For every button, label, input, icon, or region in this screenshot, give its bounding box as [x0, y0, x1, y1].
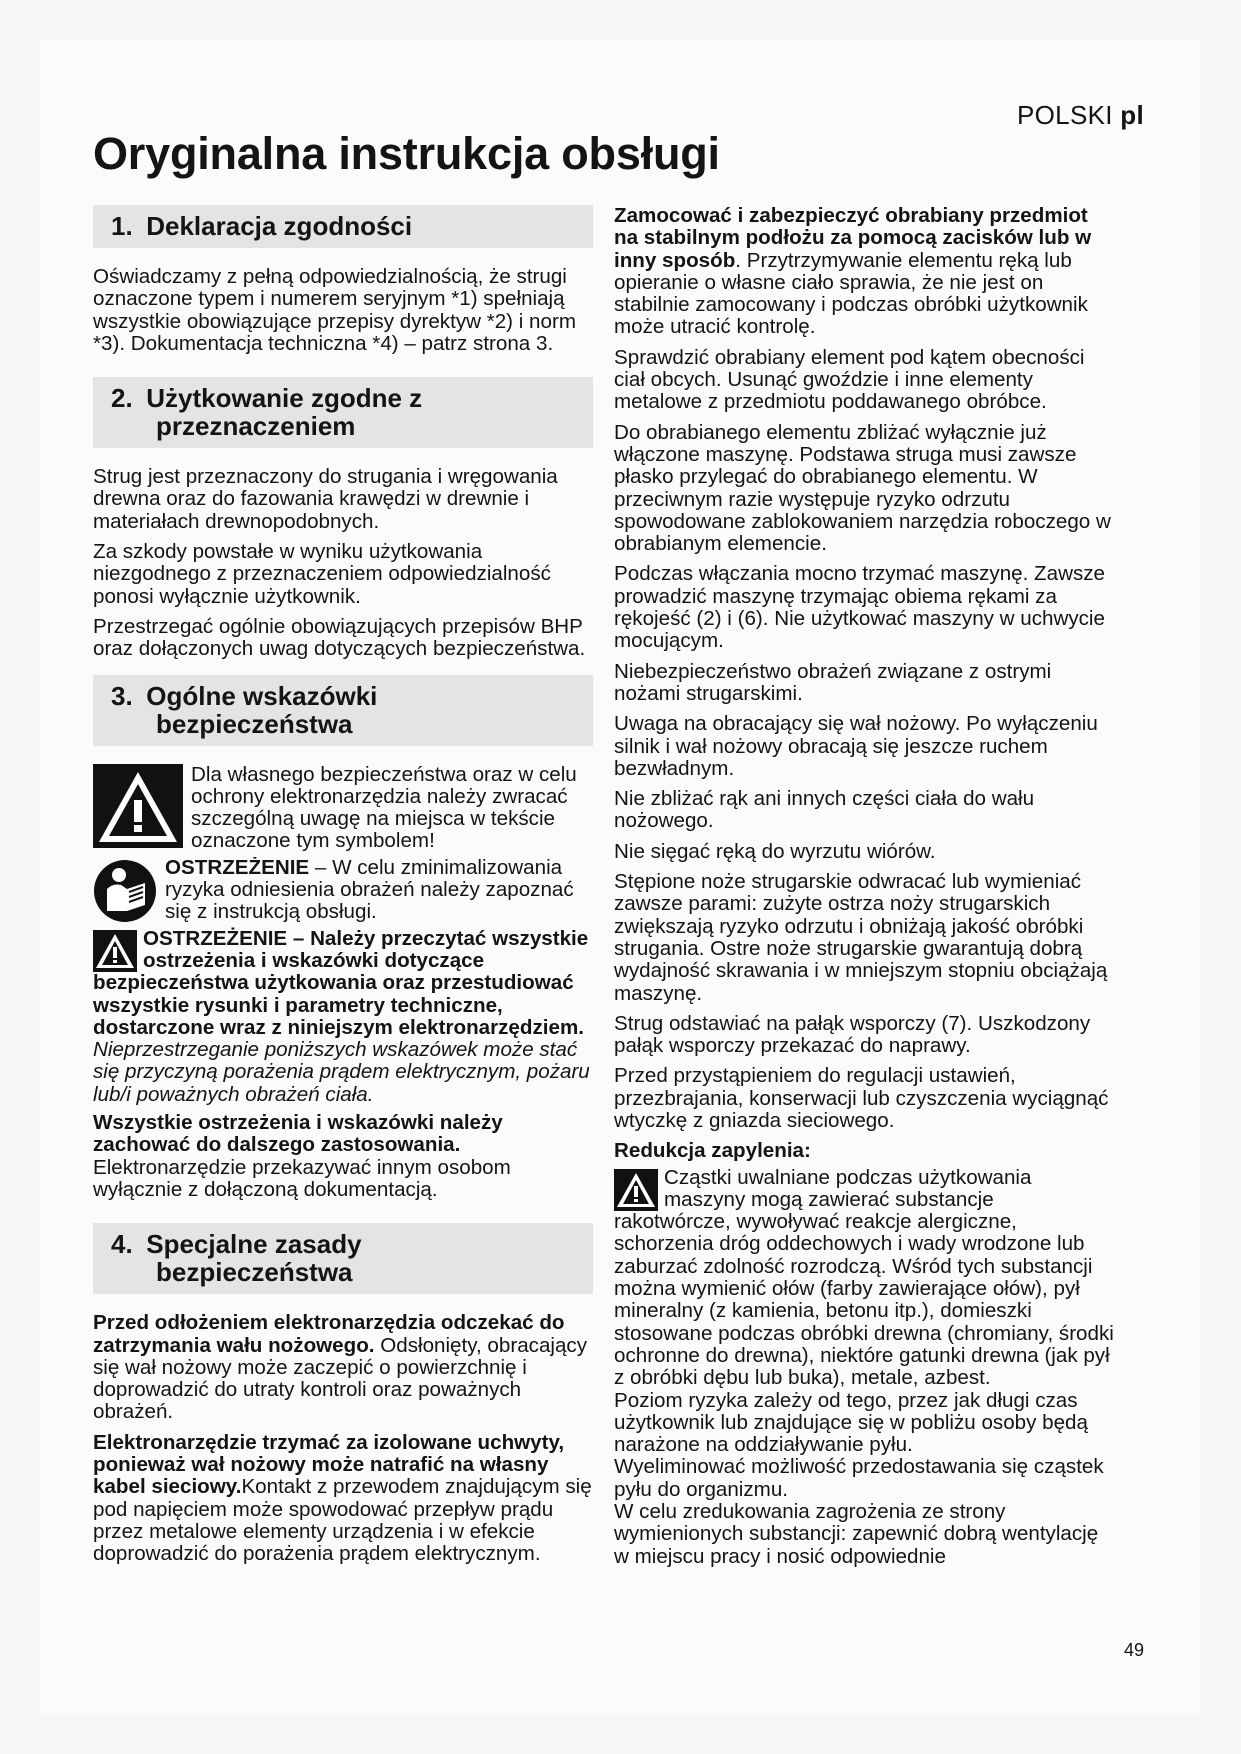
page-number: 49	[1123, 1640, 1144, 1660]
right-column	[614, 205, 1114, 1568]
warning-symbol-text: Dla własnego bezpieczeństwa oraz w celu ochrony elektronarzędzia należy zwracać szczególną uwagę na miejsca w tekście oznaczone tym symbolem!	[191, 763, 577, 853]
left-column	[93, 205, 593, 1573]
right-paragraph-6: Uwaga na obracający się wał nożowy. Po wyłączeniu silnik i wał nożowy obracają się jeszcze ruchem bezwładnym.	[614, 712, 1098, 780]
section-4-paragraph-2: Elektronarzędzie trzymać za izolowane uchwyty, ponieważ wał nożowy może natrafić na własny kabel sieciowy.Kontakt z przewodem znajdującym się pod napięciem może spowodować przepływ prądu przez metalowe elementy urządzenia i w efekcie doprowadzić do porażenia prądem elektrycznym.	[93, 1430, 592, 1566]
read-warnings-block	[93, 928, 593, 1106]
dust-paragraph-4: W celu zredukowania zagrożenia ze strony wymienionych substancji: zapewnić dobrą wentylację w miejscu pracy i nosić odpowiednie	[614, 1500, 1099, 1568]
section-2-paragraph-1: Strug jest przeznaczony do strugania i wręgowania drewna oraz do fazowania krawędzi w drewnie i materiałach drewnopodobnych.	[93, 465, 558, 533]
section-1-heading: 1. Deklaracja zgodności	[93, 205, 593, 248]
section-3-heading: 3. Ogólne wskazówki bezpieczeństwa	[93, 675, 593, 746]
section-2-paragraph-2: Za szkody powstałe w wyniku użytkowania niezgodnego z przeznaczeniem odpowiedzialność ponosi wyłącznie użytkownik.	[93, 540, 551, 608]
document-title: Oryginalna instrukcja obsługi	[93, 128, 720, 179]
section-4-paragraph-1: Przed odłożeniem elektronarzędzia odczekać do zatrzymania wału nożowego. Odsłonięty, obracający się wał nożowy może zaczepić o powierzchnię i doprowadzić do utraty kontroli oraz poważnych obrażeń.	[93, 1311, 588, 1424]
right-paragraph-8: Nie sięgać ręką do wyrzutu wiórów.	[614, 839, 936, 863]
keep-instructions-paragraph: Wszystkie ostrzeżenia i wskazówki należy zachować do dalszego zastosowania. Elektronarzędzie przekazywać innym osobom wyłącznie z dołączoną dokumentacją.	[93, 1111, 511, 1201]
dust-paragraph-2: Poziom ryzyka zależy od tego, przez jak długi czas użytkownik lub znajdujące się w pobliżu osoby będą narażone na oddziaływanie pyłu.	[614, 1388, 1088, 1457]
section-2-heading: 2. Użytkowanie zgodne z przeznaczeniem	[93, 377, 593, 448]
dust-paragraph-1: Cząstki uwalniane podczas użytkowania maszyny mogą zawierać substancje rakotwórcze, wywoływać reakcje alergiczne, schorzenia dróg oddechowych i wady wrodzone lub zaburzać zdolność rozrodczą. Wśród tych substancji można wymienić ołów (farby zawierające ołów), pył mineralny (z kamienia, betonu itp.), domieszki stosowane podczas obróbki drewna (chromiany, środki ochronne do drewna), niektóre gatunki drewna (jak pył z obróbki dębu lub buka), metale, azbest.	[614, 1165, 1114, 1390]
read-manual-block	[93, 857, 593, 924]
section-4-heading: 4. Specjalne zasady bezpieczeństwa	[93, 1223, 593, 1294]
warning-2-italic: Nieprzestrzeganie poniższych wskazówek może stać się przyczyną porażenia prądem elektrycznym, pożaru lub/i poważnych obrażeń ciała.	[93, 1038, 590, 1106]
warning-2-bold: OSTRZEŻENIE – Należy przeczytać wszystkie ostrzeżenia i wskazówki dotyczące bezpieczeństwa użytkowania oraz przestudiować wszystkie rysunki i parametry techniczne, dostarczone wraz z niniejszym elektronarzędziem.	[93, 926, 589, 1039]
right-paragraph-3: Do obrabianego elementu zbliżać wyłącznie już włączone maszynę. Podstawa struga musi zawsze płasko przylegać do obrabianego elementu. W przeciwnym razie występuje ryzyko odrzutu spowodowane zablokowaniem narzędzia roboczego w obrabianym elemencie.	[614, 420, 1111, 556]
right-paragraph-11: Przed przystąpieniem do regulacji ustawień, przezbrajania, konserwacji lub czyszczenia wyciągnąć wtyczkę z gniazda sieciowego.	[614, 1064, 1109, 1132]
section-2-paragraph-3: Przestrzegać ogólnie obowiązujących przepisów BHP oraz dołączonych uwag dotyczących bezpieczeństwa.	[93, 614, 586, 661]
dust-reduction-heading: Redukcja zapylenia:	[614, 1139, 811, 1163]
dust-reduction-block	[614, 1167, 1114, 1568]
right-paragraph-1: Zamocować i zabezpieczyć obrabiany przedmiot na stabilnym podłożu za pomocą zacisków lub w inny sposób. Przytrzymywanie elementu ręką lub opieranie o własne ciało sprawia, że nie jest on stabilnie zamocowany i podczas obróbki użytkownik może utracić kontrolę.	[614, 204, 1092, 339]
right-paragraph-5: Niebezpieczeństwo obrażeń związane z ostrymi nożami strugarskimi.	[614, 659, 1052, 705]
dust-paragraph-3: Wyeliminować możliwość przedostawania się cząstek pyłu do organizmu.	[614, 1455, 1104, 1501]
warning-triangle-icon	[93, 764, 183, 848]
dust-warning-triangle-icon	[614, 1169, 658, 1211]
warning-triangle-small-icon	[93, 930, 137, 972]
right-paragraph-10: Strug odstawiać na pałąk wsporczy (7). Uszkodzony pałąk wsporczy przekazać do naprawy.	[614, 1011, 1091, 1058]
warning-symbol-block	[93, 764, 593, 853]
right-paragraph-4: Podczas włączania mocno trzymać maszynę. Zawsze prowadzić maszynę trzymając obiema rękami za rękojeść (2) i (6). Nie użytkować maszyny w uchwycie mocującym.	[614, 562, 1105, 653]
warning-1-text: – W celu zminimalizowania ryzyka odniesienia obrażeń należy zapoznać się z instrukcją obsługi.	[165, 856, 574, 924]
language-indicator: POLSKI pl	[1017, 100, 1144, 130]
warning-1-label: OSTRZEŻENIE	[165, 856, 310, 879]
right-paragraph-7: Nie zbliżać rąk ani innych części ciała do wału nożowego.	[614, 787, 1035, 833]
section-1-paragraph: Oświadczamy z pełną odpowiedzialnością, że strugi oznaczone typem i numerem seryjnym *1) spełniają wszystkie obowiązujące przepisy dyrektyw *2) i norm *3). Dokumentacja techniczna *4) – patrz strona 3.	[93, 265, 576, 355]
right-paragraph-9: Stępione noże strugarskie odwracać lub wymieniać zawsze parami: zużyte ostrza noży strugarskich zwiększają ryzyko odrzutu i obniżają jakość obróbki strugania. Ostre noże strugarskie gwarantują dobrą wydajność skrawania i w mniejszym stopniu obciążają maszynę.	[614, 870, 1108, 1005]
right-paragraph-2: Sprawdzić obrabiany element pod kątem obecności ciał obcych. Usunąć gwoździe i inne elementy metalowe z przedmiotu poddawanego obróbce.	[614, 345, 1085, 414]
read-manual-icon	[93, 859, 157, 923]
